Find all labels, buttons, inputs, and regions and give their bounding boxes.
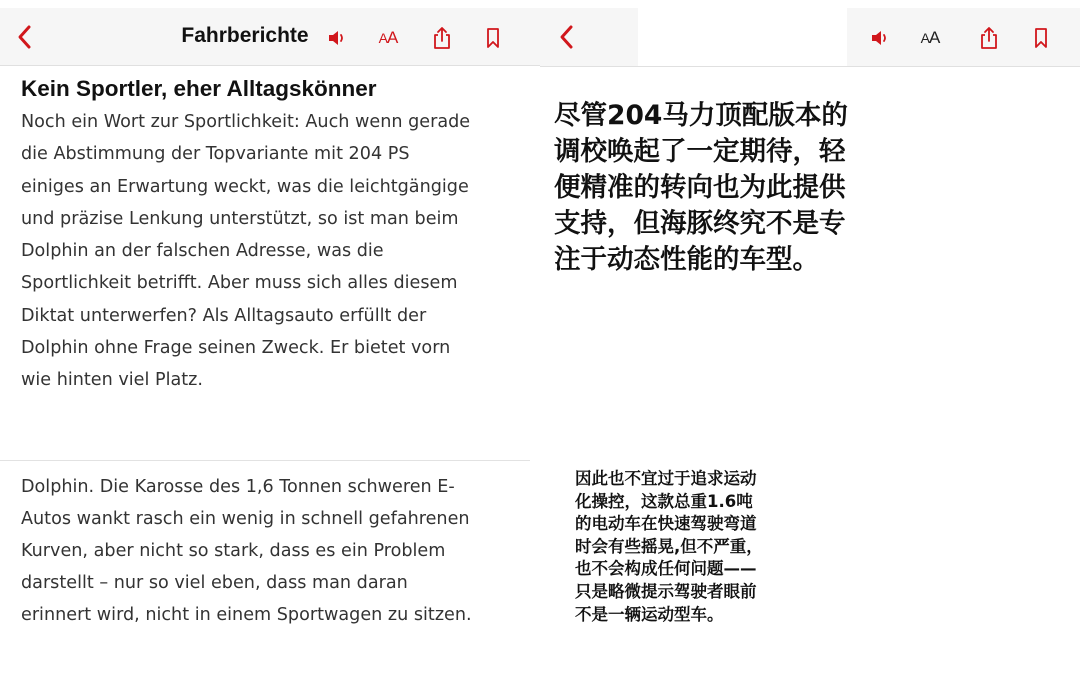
chinese-translation-block-1 [554,98,894,278]
chevron-left-icon[interactable] [556,24,578,50]
top-toolbar-right [847,8,1080,66]
text-line: Diktat unterwerfen? Als Alltagsauto erfüllt der [21,305,427,326]
text-line: einiges an Erwartung weckt, was die leichtgängige [21,176,469,197]
article-body-continued [21,471,526,631]
text-line: 支持，但海豚终究不是专 [554,208,846,239]
text-line: Sportlichkeit betrifft. Aber muss sich alles diesem [21,273,458,294]
share-icon[interactable] [976,26,1002,50]
top-toolbar [0,8,540,66]
text-line: 也不会构成任何问题—— [575,559,757,579]
text-size-big-label: A [387,28,398,47]
text-line: die Abstimmung der Topvariante mit 204 PS [21,144,410,165]
text-line: 的电动车在快速驾驶弯道 [575,514,757,534]
nav-title: Fahrberichte [181,24,309,47]
text-line: 调校唤起了一定期待，轻 [554,136,846,167]
bookmark-icon[interactable] [1028,26,1054,50]
chinese-translation-block-2 [575,468,835,626]
text-line: Dolphin. Die Karosse des 1,6 Tonnen schweren E- [21,477,455,497]
text-size-small-label: A [920,30,929,46]
article-paragraph [21,106,526,397]
text-line: Dolphin an der falschen Adresse, was die [21,241,384,262]
text-line: Kurven, aber nicht so stark, dass es ein Problem [21,541,446,561]
text-line: Dolphin ohne Frage seinen Zweck. Er bietet vorn [21,338,451,359]
text-line: erinnert wird, nicht in einem Sportwagen zu sitzen. [21,605,472,625]
text-line: 时会有些摇晃,但不严重， [575,536,763,556]
text-line: 便精准的转向也为此提供 [554,172,846,203]
top-toolbar-left [540,8,638,66]
share-icon[interactable] [429,26,455,50]
text-line: 尽管204马力顶配版本的 [554,100,848,131]
translation-paragraph [554,98,894,278]
speaker-icon[interactable] [867,26,893,50]
text-line: Noch ein Wort zur Sportlichkeit: Auch wenn gerade [21,112,471,132]
translation-paragraph [575,468,835,626]
text-line: Autos wankt rasch ein wenig in schnell gefahrenen [21,509,470,529]
text-line: 只是略微提示驾驶者眼前 [575,581,757,601]
text-size-big-label: A [929,28,940,47]
text-line: 注于动态性能的车型。 [554,244,819,275]
article-paragraph [21,471,526,631]
text-size-icon[interactable] [917,26,943,50]
text-size-small-label: A [378,30,387,46]
text-line: und präzise Lenkung unterstützt, so ist man beim [21,208,459,229]
right-panel-chinese-translation [540,0,1080,682]
article-heading: Kein Sportler, eher Alltagskönner [21,76,377,101]
section-divider [0,460,530,461]
article-body [21,74,526,397]
text-line: 不是一辆运动型车。 [575,604,724,624]
text-line: wie hinten viel Platz. [21,370,203,391]
text-size-icon[interactable] [375,26,401,50]
speaker-icon[interactable] [324,26,350,50]
text-line: darstellt – nur so viel eben, dass man daran [21,573,408,593]
text-line: 因此也不宜过于追求运动 [575,469,757,488]
chevron-left-icon[interactable] [14,24,36,50]
bookmark-icon[interactable] [480,26,506,50]
toolbar-divider [540,66,1080,67]
text-line: 化操控，这款总重1.6吨 [575,491,753,511]
